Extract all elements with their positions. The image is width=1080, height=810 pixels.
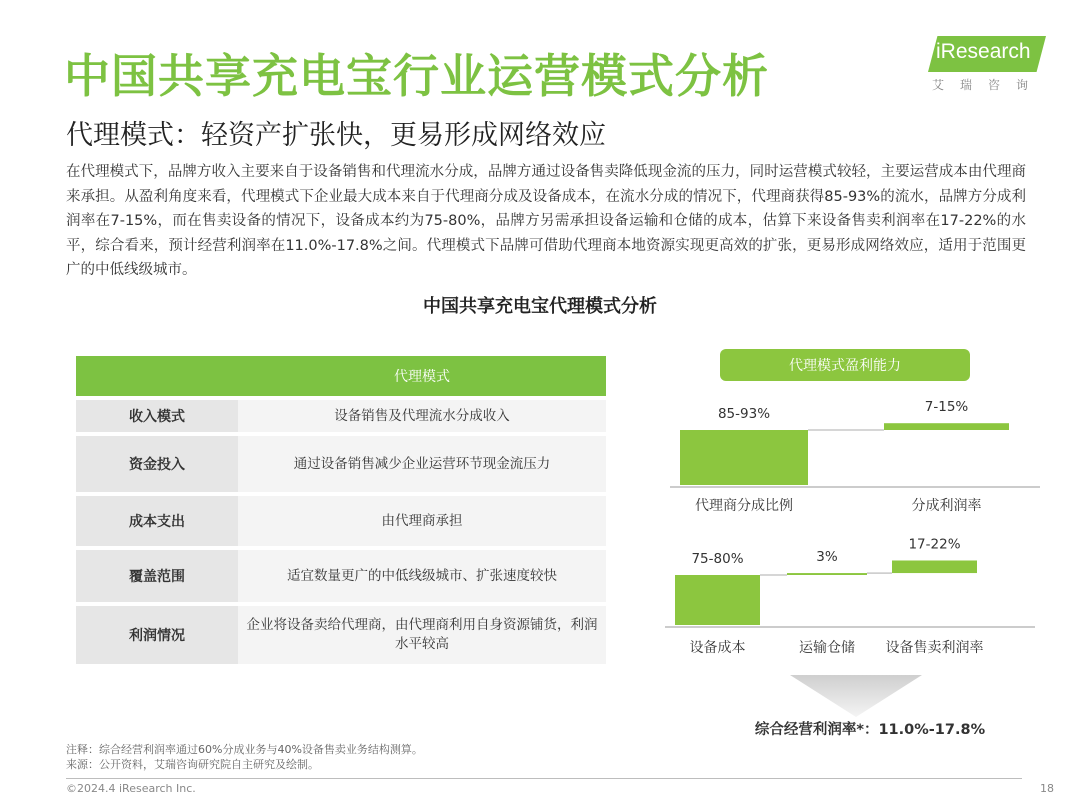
table-header-blank [76,356,238,396]
profitability-chart [640,345,1060,745]
agency-model-table [76,352,606,668]
table-row [76,550,606,602]
chart-category-label: 分成利润率 [911,498,982,514]
iresearch-logo [928,36,1048,96]
conclusion-label: 综合经营利润率*： [754,722,879,738]
chart-bar [680,430,808,485]
row-label: 成本支出 [76,496,238,546]
chart-bar [787,573,867,575]
row-label: 利润情况 [76,606,238,664]
chart-category-label: 运输仓储 [799,640,855,656]
chevron-down-icon [790,675,922,717]
page-subtitle: 代理模式：轻资产扩张快，更易形成网络效应 [66,120,606,151]
chart-value-label: 7-15% [924,399,969,416]
chart-category-label: 设备售卖利润率 [885,640,984,656]
row-value: 由代理商承担 [238,496,606,546]
chart-conclusion [755,720,986,738]
chart-category-label: 代理商分成比例 [695,498,793,514]
note-text: 注释：综合经营利润率通过60%分成业务与40%设备售卖业务结构测算。 [66,743,423,756]
intro-paragraph: 在代理模式下，品牌方收入主要来自于设备销售和代理流水分成，品牌方通过设备售卖降低现金流的压力，同时运营模式较轻，主要运营成本由代理商来承担。从盈利角度来看，代理模式下企业最大成本来自于代理商分成及设备成本，在流水分成的情况下，代理商获得85-93%的流水，品牌方分成利润率在7-15%，而在售卖设备的情况下，设备成本约为75-80%，品牌方另需承担设备运输和仓储的成本，估算下来设备售卖利润率在17-22%的水平，综合看来，预计经营利润率在11.0%-17.8%之间。代理模式下品牌可借助代理商本地资源实现更高效的扩张，更易形成网络效应，适用于范围更广的中低线级城市。 [66,164,1026,278]
footer-divider [66,778,1022,779]
table-row [76,496,606,546]
logo-brand-text: iResearch [936,40,1031,63]
section-title: 中国共享充电宝代理模式分析 [423,296,657,317]
logo-cn-text: 艾瑞咨询 [932,78,1045,92]
table-header-cell: 代理模式 [238,356,606,396]
table-row [76,606,606,664]
chart-bar [892,560,977,573]
chart-title-label: 代理模式盈利能力 [789,358,901,374]
row-value: 设备销售及代理流水分成收入 [238,400,606,432]
row-value: 通过设备销售减少企业运营环节现金流压力 [238,436,606,492]
table-row [76,400,606,432]
chart-category-label: 设备成本 [689,640,746,656]
page-title: 中国共享充电宝行业运营模式分析 [64,49,769,103]
notes-block [66,742,423,772]
source-text: 来源：公开资料，艾瑞咨询研究院自主研究及绘制。 [66,758,319,771]
chart-value-label: 85-93% [717,406,771,422]
row-value: 企业将设备卖给代理商，由代理商利用自身资源铺货，利润水平较高 [238,606,606,664]
row-value: 适宜数量更广的中低线级城市、扩张速度较快 [238,550,606,602]
copyright-text: ©2024.4 iResearch Inc. [66,782,196,795]
chart-value-label: 75-80% [691,551,744,567]
chart-bar [675,575,760,625]
chart-value-label: 17-22% [908,536,961,553]
conclusion-value: 11.0%-17.8% [878,722,986,738]
page-number: 18 [1040,782,1054,795]
table-row [76,436,606,492]
row-label: 覆盖范围 [76,550,238,602]
chart-value-label: 3% [816,549,838,566]
chart-bar [884,423,1009,430]
row-label: 收入模式 [76,400,238,432]
row-label: 资金投入 [76,436,238,492]
table-header-row [76,356,606,396]
